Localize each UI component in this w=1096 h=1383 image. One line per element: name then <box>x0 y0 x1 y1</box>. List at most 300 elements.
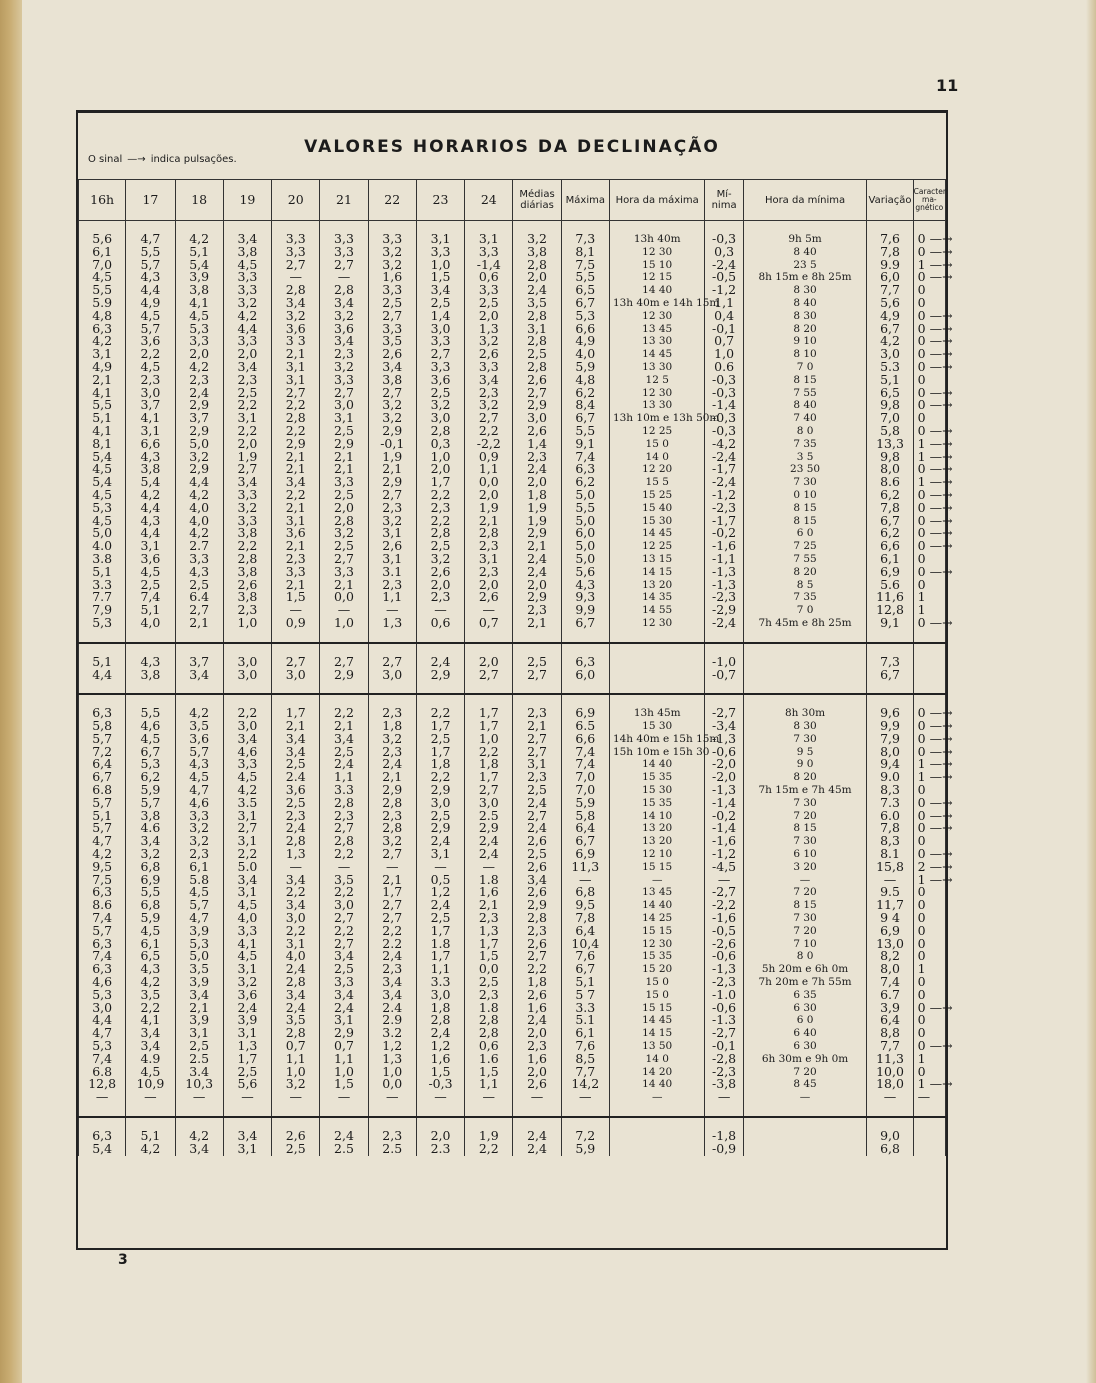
table-cell: 6,8 <box>867 1143 913 1156</box>
table-cell: 3,0 <box>223 720 271 733</box>
table-cell: 9,5 <box>561 899 609 912</box>
table-cell: 0,5 <box>416 874 464 887</box>
table-cell: 2,4 <box>513 797 561 810</box>
empty-cell <box>513 1104 561 1117</box>
table-cell: — <box>743 1091 867 1104</box>
col-header: 19 <box>223 180 271 221</box>
table-cell: 2,2 <box>465 1143 513 1156</box>
table-cell: -1,2 <box>705 284 743 297</box>
table-cell: — <box>561 1091 609 1104</box>
table-cell: 3,1 <box>223 810 271 823</box>
table-cell: 2,6 <box>513 425 561 438</box>
table-cell: 2,7 <box>368 912 416 925</box>
table-cell: 7 20 <box>743 886 867 899</box>
table-cell: 1,7 <box>368 886 416 899</box>
note-text-after: indica pulsações. <box>150 154 237 165</box>
pulsation-note <box>88 154 237 165</box>
table-cell: 3,4 <box>320 335 368 348</box>
table-cell: 3,4 <box>416 284 464 297</box>
table-cell: 2,5 <box>320 425 368 438</box>
table-cell: 9,5 <box>79 861 126 874</box>
table-cell: 5,4 <box>79 476 126 489</box>
table-cell: 4,3 <box>126 451 175 464</box>
table-cell: 7,8 <box>867 246 913 259</box>
table-cell: 2,9 <box>368 476 416 489</box>
table-cell: 5,6 <box>867 297 913 310</box>
empty-cell <box>913 630 945 643</box>
table-cell: 3,2 <box>368 835 416 848</box>
table-cell: 0 <box>913 284 945 297</box>
table-cell: 3,5 <box>126 989 175 1002</box>
table-cell: 2,2 <box>416 489 464 502</box>
table-cell: 2,5 <box>272 797 320 810</box>
table-cell: 7,4 <box>79 912 126 925</box>
table-cell: 8 0 <box>743 950 867 963</box>
table-cell: 9h 5m <box>743 233 867 246</box>
table-cell: 2,8 <box>513 912 561 925</box>
table-cell: 4,5 <box>175 310 223 323</box>
table-cell: 3,1 <box>465 233 513 246</box>
table-cell: — <box>272 271 320 284</box>
empty-cell <box>609 1117 705 1130</box>
table-cell: 0 <box>913 925 945 938</box>
table-cell: 2,5 <box>320 746 368 759</box>
table-cell: 1,7 <box>272 707 320 720</box>
empty-cell <box>561 630 609 643</box>
table-cell: 3.3 <box>79 579 126 592</box>
table-cell: 4,5 <box>126 733 175 746</box>
table-cell: 4,2 <box>223 784 271 797</box>
table-cell: 12 15 <box>609 271 705 284</box>
table-cell: 5,4 <box>175 259 223 272</box>
table-cell: 2,9 <box>465 822 513 835</box>
table-cell: 6 0 <box>743 1014 867 1027</box>
table-cell: 3,2 <box>368 399 416 412</box>
table-cell: 3,3 <box>465 284 513 297</box>
table-cell: 3,0 <box>126 387 175 400</box>
table-cell: 4,6 <box>175 797 223 810</box>
empty-cell <box>416 681 464 694</box>
table-cell: 3,0 <box>368 669 416 682</box>
table-cell: 8,3 <box>867 835 913 848</box>
table-cell: 8 30 <box>743 310 867 323</box>
table-cell: 3,2 <box>223 502 271 515</box>
table-cell: 2,5 <box>513 784 561 797</box>
table-cell: 6h 30m e 9h 0m <box>743 1053 867 1066</box>
table-cell: 2.4 <box>368 1002 416 1015</box>
table-cell: 1,1 <box>272 1053 320 1066</box>
table-cell: 3,8 <box>513 246 561 259</box>
table-cell: -4,2 <box>705 438 743 451</box>
table-cell: 2,7 <box>320 259 368 272</box>
table-cell: 2,7 <box>272 656 320 669</box>
table-cell: 1,4 <box>513 438 561 451</box>
table-cell: 2,9 <box>416 822 464 835</box>
table-cell: 2,3 <box>465 540 513 553</box>
table-cell: 2,9 <box>513 399 561 412</box>
col-header: 23 <box>416 180 464 221</box>
table-cell: — <box>272 861 320 874</box>
table-cell: 5,0 <box>175 438 223 451</box>
table-cell: 4,2 <box>867 335 913 348</box>
empty-cell <box>743 643 867 656</box>
table-cell: 15,8 <box>867 861 913 874</box>
table-cell: — <box>320 604 368 617</box>
table-cell: — <box>867 1091 913 1104</box>
table-cell: -0,2 <box>705 810 743 823</box>
col-header: Médias diárias <box>513 180 561 221</box>
table-cell: 3,4 <box>513 874 561 887</box>
table-cell: 1,7 <box>416 925 464 938</box>
table-cell: 0 <box>913 784 945 797</box>
table-cell: 5,6 <box>79 233 126 246</box>
table-cell: 3,8 <box>223 527 271 540</box>
table-cell: 5.6 <box>867 579 913 592</box>
table-cell: 2,4 <box>320 1002 368 1015</box>
table-cell: 7 30 <box>743 476 867 489</box>
table-cell: 3,4 <box>175 1143 223 1156</box>
table-cell: 3,5 <box>175 720 223 733</box>
table-cell: 14 40 <box>609 899 705 912</box>
empty-cell <box>867 630 913 643</box>
table-cell: 2,7 <box>368 848 416 861</box>
table-cell: 13,0 <box>867 938 913 951</box>
table-cell: 3,8 <box>223 566 271 579</box>
table-cell: 1,8 <box>513 489 561 502</box>
table-cell: 1,6 <box>416 1053 464 1066</box>
table-cell: 3,4 <box>272 989 320 1002</box>
table-cell: 7h 15m e 7h 45m <box>743 784 867 797</box>
table-cell: 5,5 <box>79 399 126 412</box>
table-cell: 4,5 <box>126 361 175 374</box>
table-cell: 0 —→ <box>913 1002 945 1015</box>
empty-cell <box>272 1104 320 1117</box>
table-cell: 2,3 <box>465 387 513 400</box>
table-cell: 6,5 <box>867 387 913 400</box>
table-cell: 0,3 <box>416 438 464 451</box>
table-cell: 7 0 <box>743 361 867 374</box>
table-cell: 1,3 <box>465 323 513 336</box>
table-cell: 8,2 <box>867 950 913 963</box>
table-cell: 2,0 <box>175 348 223 361</box>
table-cell: 14 15 <box>609 566 705 579</box>
table-cell: 3,1 <box>272 515 320 528</box>
table-cell: 2,7 <box>416 348 464 361</box>
table-cell: — <box>272 604 320 617</box>
table-cell: 4,5 <box>79 489 126 502</box>
table-cell: 3,1 <box>126 540 175 553</box>
table-cell: 2,3 <box>513 771 561 784</box>
table-cell: 13h 45m <box>609 707 705 720</box>
table-cell: 0 —→ <box>913 323 945 336</box>
table-cell: 15 30 <box>609 515 705 528</box>
table-cell: 13 20 <box>609 579 705 592</box>
table-cell: 2,7 <box>320 822 368 835</box>
table-cell: 7 10 <box>743 938 867 951</box>
table-cell: 2,2 <box>223 399 271 412</box>
table-cell: 5,1 <box>561 976 609 989</box>
table-cell: 2,1 <box>513 540 561 553</box>
table-cell: 3,9 <box>223 1014 271 1027</box>
table-cell: 6,3 <box>79 1130 126 1143</box>
table-cell: 2,5 <box>416 387 464 400</box>
table-cell: 5.1 <box>561 1014 609 1027</box>
table-cell: 8 10 <box>743 348 867 361</box>
table-cell: 6,7 <box>79 771 126 784</box>
table-cell: 3,3 <box>272 566 320 579</box>
header-row <box>79 180 946 221</box>
table-cell: 5,1 <box>867 374 913 387</box>
table-cell: 5,8 <box>79 720 126 733</box>
table-cell: 4,0 <box>272 950 320 963</box>
table-cell: 3,0 <box>416 412 464 425</box>
table-cell: 4.9 <box>126 1053 175 1066</box>
table-cell: 3,2 <box>465 335 513 348</box>
table-cell: 15 15 <box>609 925 705 938</box>
table-cell: 15 30 <box>609 720 705 733</box>
table-cell: 8,0 <box>867 963 913 976</box>
table-cell: 2,7 <box>368 656 416 669</box>
table-cell: 2,5 <box>416 912 464 925</box>
table-cell: 8,8 <box>867 1027 913 1040</box>
table-cell: 11,3 <box>561 861 609 874</box>
table-row <box>79 1091 946 1104</box>
table-cell: 3,3 <box>175 335 223 348</box>
table-cell: 2,3 <box>320 348 368 361</box>
table-cell: 2,1 <box>320 720 368 733</box>
empty-cell <box>175 630 223 643</box>
table-cell: 14,2 <box>561 1078 609 1091</box>
table-cell: 5 7 <box>561 989 609 1002</box>
table-cell: 3,4 <box>223 361 271 374</box>
table-cell: 2,3 <box>368 579 416 592</box>
table-cell: -2,0 <box>705 771 743 784</box>
table-cell: 2,5 <box>175 1040 223 1053</box>
table-cell: 3,0 <box>416 989 464 1002</box>
table-cell: 1,0 <box>416 259 464 272</box>
table-cell <box>609 1130 705 1143</box>
table-cell: 3,4 <box>320 989 368 1002</box>
table-cell: 0 —→ <box>913 515 945 528</box>
table-cell: 1,1 <box>320 771 368 784</box>
table-cell: -0,1 <box>368 438 416 451</box>
table-cell: 2,4 <box>320 1130 368 1143</box>
table-cell: 7,4 <box>126 591 175 604</box>
table-cell: 5,0 <box>561 553 609 566</box>
table-cell: 3,3 <box>320 374 368 387</box>
table-cell: — <box>465 1091 513 1104</box>
col-header: Máxima <box>561 180 609 221</box>
table-cell: 3,1 <box>513 323 561 336</box>
empty-cell <box>609 681 705 694</box>
table-cell: 9,4 <box>867 758 913 771</box>
table-cell: 5,5 <box>126 707 175 720</box>
table-cell: 23 5 <box>743 259 867 272</box>
table-cell: 2,2 <box>416 707 464 720</box>
table-cell: 3,4 <box>126 1040 175 1053</box>
table-cell: 5,1 <box>126 1130 175 1143</box>
table-cell: 2,1 <box>465 899 513 912</box>
table-cell: 6,7 <box>126 746 175 759</box>
table-cell: 2,4 <box>465 835 513 848</box>
table-cell: 2,2 <box>223 540 271 553</box>
table-cell: 3,0 <box>272 912 320 925</box>
table-cell: 0 <box>913 899 945 912</box>
table-cell: 15 30 <box>609 784 705 797</box>
table-cell: -1,2 <box>705 848 743 861</box>
table-cell: 1 <box>913 591 945 604</box>
table-cell: — <box>561 874 609 887</box>
table-cell: 6,9 <box>867 925 913 938</box>
table-cell: 2,7 <box>272 387 320 400</box>
table-cell: -2,4 <box>705 451 743 464</box>
table-cell: 6,9 <box>561 848 609 861</box>
table-cell: 1,7 <box>416 720 464 733</box>
table-cell: 7,0 <box>867 412 913 425</box>
table-cell: 10,9 <box>126 1078 175 1091</box>
table-cell: 2,1 <box>320 579 368 592</box>
table-cell: — <box>175 1091 223 1104</box>
table-cell: 4,3 <box>126 515 175 528</box>
table-cell: 2,3 <box>368 746 416 759</box>
table-cell: 0 <box>913 374 945 387</box>
table-cell: 2,2 <box>416 771 464 784</box>
table-cell: 2,3 <box>513 451 561 464</box>
table-cell: 4,2 <box>79 335 126 348</box>
table-cell: 2,0 <box>465 656 513 669</box>
table-cell: 9 4 <box>867 912 913 925</box>
table-cell: 4,6 <box>79 976 126 989</box>
table-cell: 2,3 <box>175 374 223 387</box>
table-cell: 14h 40m e 15h 15m <box>609 733 705 746</box>
table-cell: 2,5 <box>416 297 464 310</box>
table-cell: 7 30 <box>743 835 867 848</box>
table-cell: -1,3 <box>705 733 743 746</box>
table-cell: 6 35 <box>743 989 867 1002</box>
empty-cell <box>609 643 705 656</box>
table-cell: 1,8 <box>416 758 464 771</box>
table-cell: -2,3 <box>705 502 743 515</box>
table-cell: 3,7 <box>175 656 223 669</box>
table-cell: 5,3 <box>79 989 126 1002</box>
table-cell: 7 55 <box>743 387 867 400</box>
table-cell: 3,3 <box>368 233 416 246</box>
table-cell: -1,7 <box>705 463 743 476</box>
table-cell: 2,9 <box>320 1027 368 1040</box>
empty-cell <box>272 681 320 694</box>
table-cell: 12 30 <box>609 246 705 259</box>
table-cell: 5,9 <box>561 1143 609 1156</box>
table-cell: 12 30 <box>609 310 705 323</box>
table-cell: 2,7 <box>175 604 223 617</box>
table-cell: 1,8 <box>416 1002 464 1015</box>
table-cell: 2,5 <box>126 579 175 592</box>
table-cell: 2,2 <box>320 925 368 938</box>
table-cell: 15 35 <box>609 797 705 810</box>
table-cell: 3,8 <box>223 591 271 604</box>
table-cell: 2,4 <box>416 656 464 669</box>
table-cell: 0 <box>913 835 945 848</box>
table-cell: 3,1 <box>513 758 561 771</box>
empty-cell <box>465 630 513 643</box>
table-cell: 3,2 <box>320 361 368 374</box>
table-cell: 2,4 <box>513 463 561 476</box>
table-cell: 0,0 <box>465 476 513 489</box>
table-cell: 2,7 <box>320 387 368 400</box>
table-cell: 5,4 <box>79 1143 126 1156</box>
table-cell: 4,1 <box>126 412 175 425</box>
table-cell: 6.5 <box>561 720 609 733</box>
table-cell: — <box>609 1091 705 1104</box>
table-cell: 0 10 <box>743 489 867 502</box>
table-cell: 5.0 <box>223 861 271 874</box>
table-cell: 2,9 <box>272 438 320 451</box>
table-cell: 7,4 <box>561 758 609 771</box>
table-cell: 3,2 <box>272 1078 320 1091</box>
table-cell: 7,7 <box>561 1066 609 1079</box>
table-cell: 3,2 <box>320 527 368 540</box>
empty-cell <box>79 681 126 694</box>
empty-cell <box>126 681 175 694</box>
table-cell: 3,2 <box>320 310 368 323</box>
table-cell: 3,0 <box>465 797 513 810</box>
table-cell: 2,8 <box>272 412 320 425</box>
table-cell <box>609 669 705 682</box>
table-cell: 14 35 <box>609 591 705 604</box>
table-cell: 3,3 <box>320 233 368 246</box>
table-cell: 0 —→ <box>913 733 945 746</box>
table-cell: 8 20 <box>743 323 867 336</box>
table-cell: 3,2 <box>368 733 416 746</box>
table-cell: 5.3 <box>867 361 913 374</box>
table-cell: 0 —→ <box>913 271 945 284</box>
table-cell: 2,3 <box>126 374 175 387</box>
table-cell: 2,8 <box>320 797 368 810</box>
table-cell: 6.8 <box>79 1066 126 1079</box>
table-cell: 6.7 <box>867 989 913 1002</box>
table-cell: 3,5 <box>513 297 561 310</box>
table-cell: 4,3 <box>126 271 175 284</box>
table-cell: 5,7 <box>79 733 126 746</box>
table-cell: 3,3 <box>320 976 368 989</box>
table-cell: — <box>867 874 913 887</box>
table-cell: 6,6 <box>561 323 609 336</box>
table-cell: 6,2 <box>561 387 609 400</box>
table-cell: 2.5 <box>465 810 513 823</box>
table-cell: 6,7 <box>561 835 609 848</box>
table-cell: 4,1 <box>79 387 126 400</box>
table-cell: -1,8 <box>705 1130 743 1143</box>
empty-cell <box>743 221 867 234</box>
table-cell: -0,6 <box>705 950 743 963</box>
table-cell: 4,2 <box>175 361 223 374</box>
table-cell: 2,0 <box>513 1066 561 1079</box>
table-cell: 3,3 <box>416 246 464 259</box>
table-cell: 1,4 <box>416 310 464 323</box>
table-cell: 15 5 <box>609 476 705 489</box>
table-cell: 3,4 <box>223 233 271 246</box>
table-cell: 2,4 <box>513 822 561 835</box>
table-cell: 3.3 <box>320 784 368 797</box>
table-cell: 5,6 <box>561 566 609 579</box>
empty-cell <box>320 681 368 694</box>
table-cell: 7 30 <box>743 912 867 925</box>
table-cell: 2,2 <box>272 489 320 502</box>
table-cell: 0 <box>913 412 945 425</box>
table-cell: 14 0 <box>609 451 705 464</box>
table-cell: 2,7 <box>320 912 368 925</box>
table-cell: 2,0 <box>513 271 561 284</box>
